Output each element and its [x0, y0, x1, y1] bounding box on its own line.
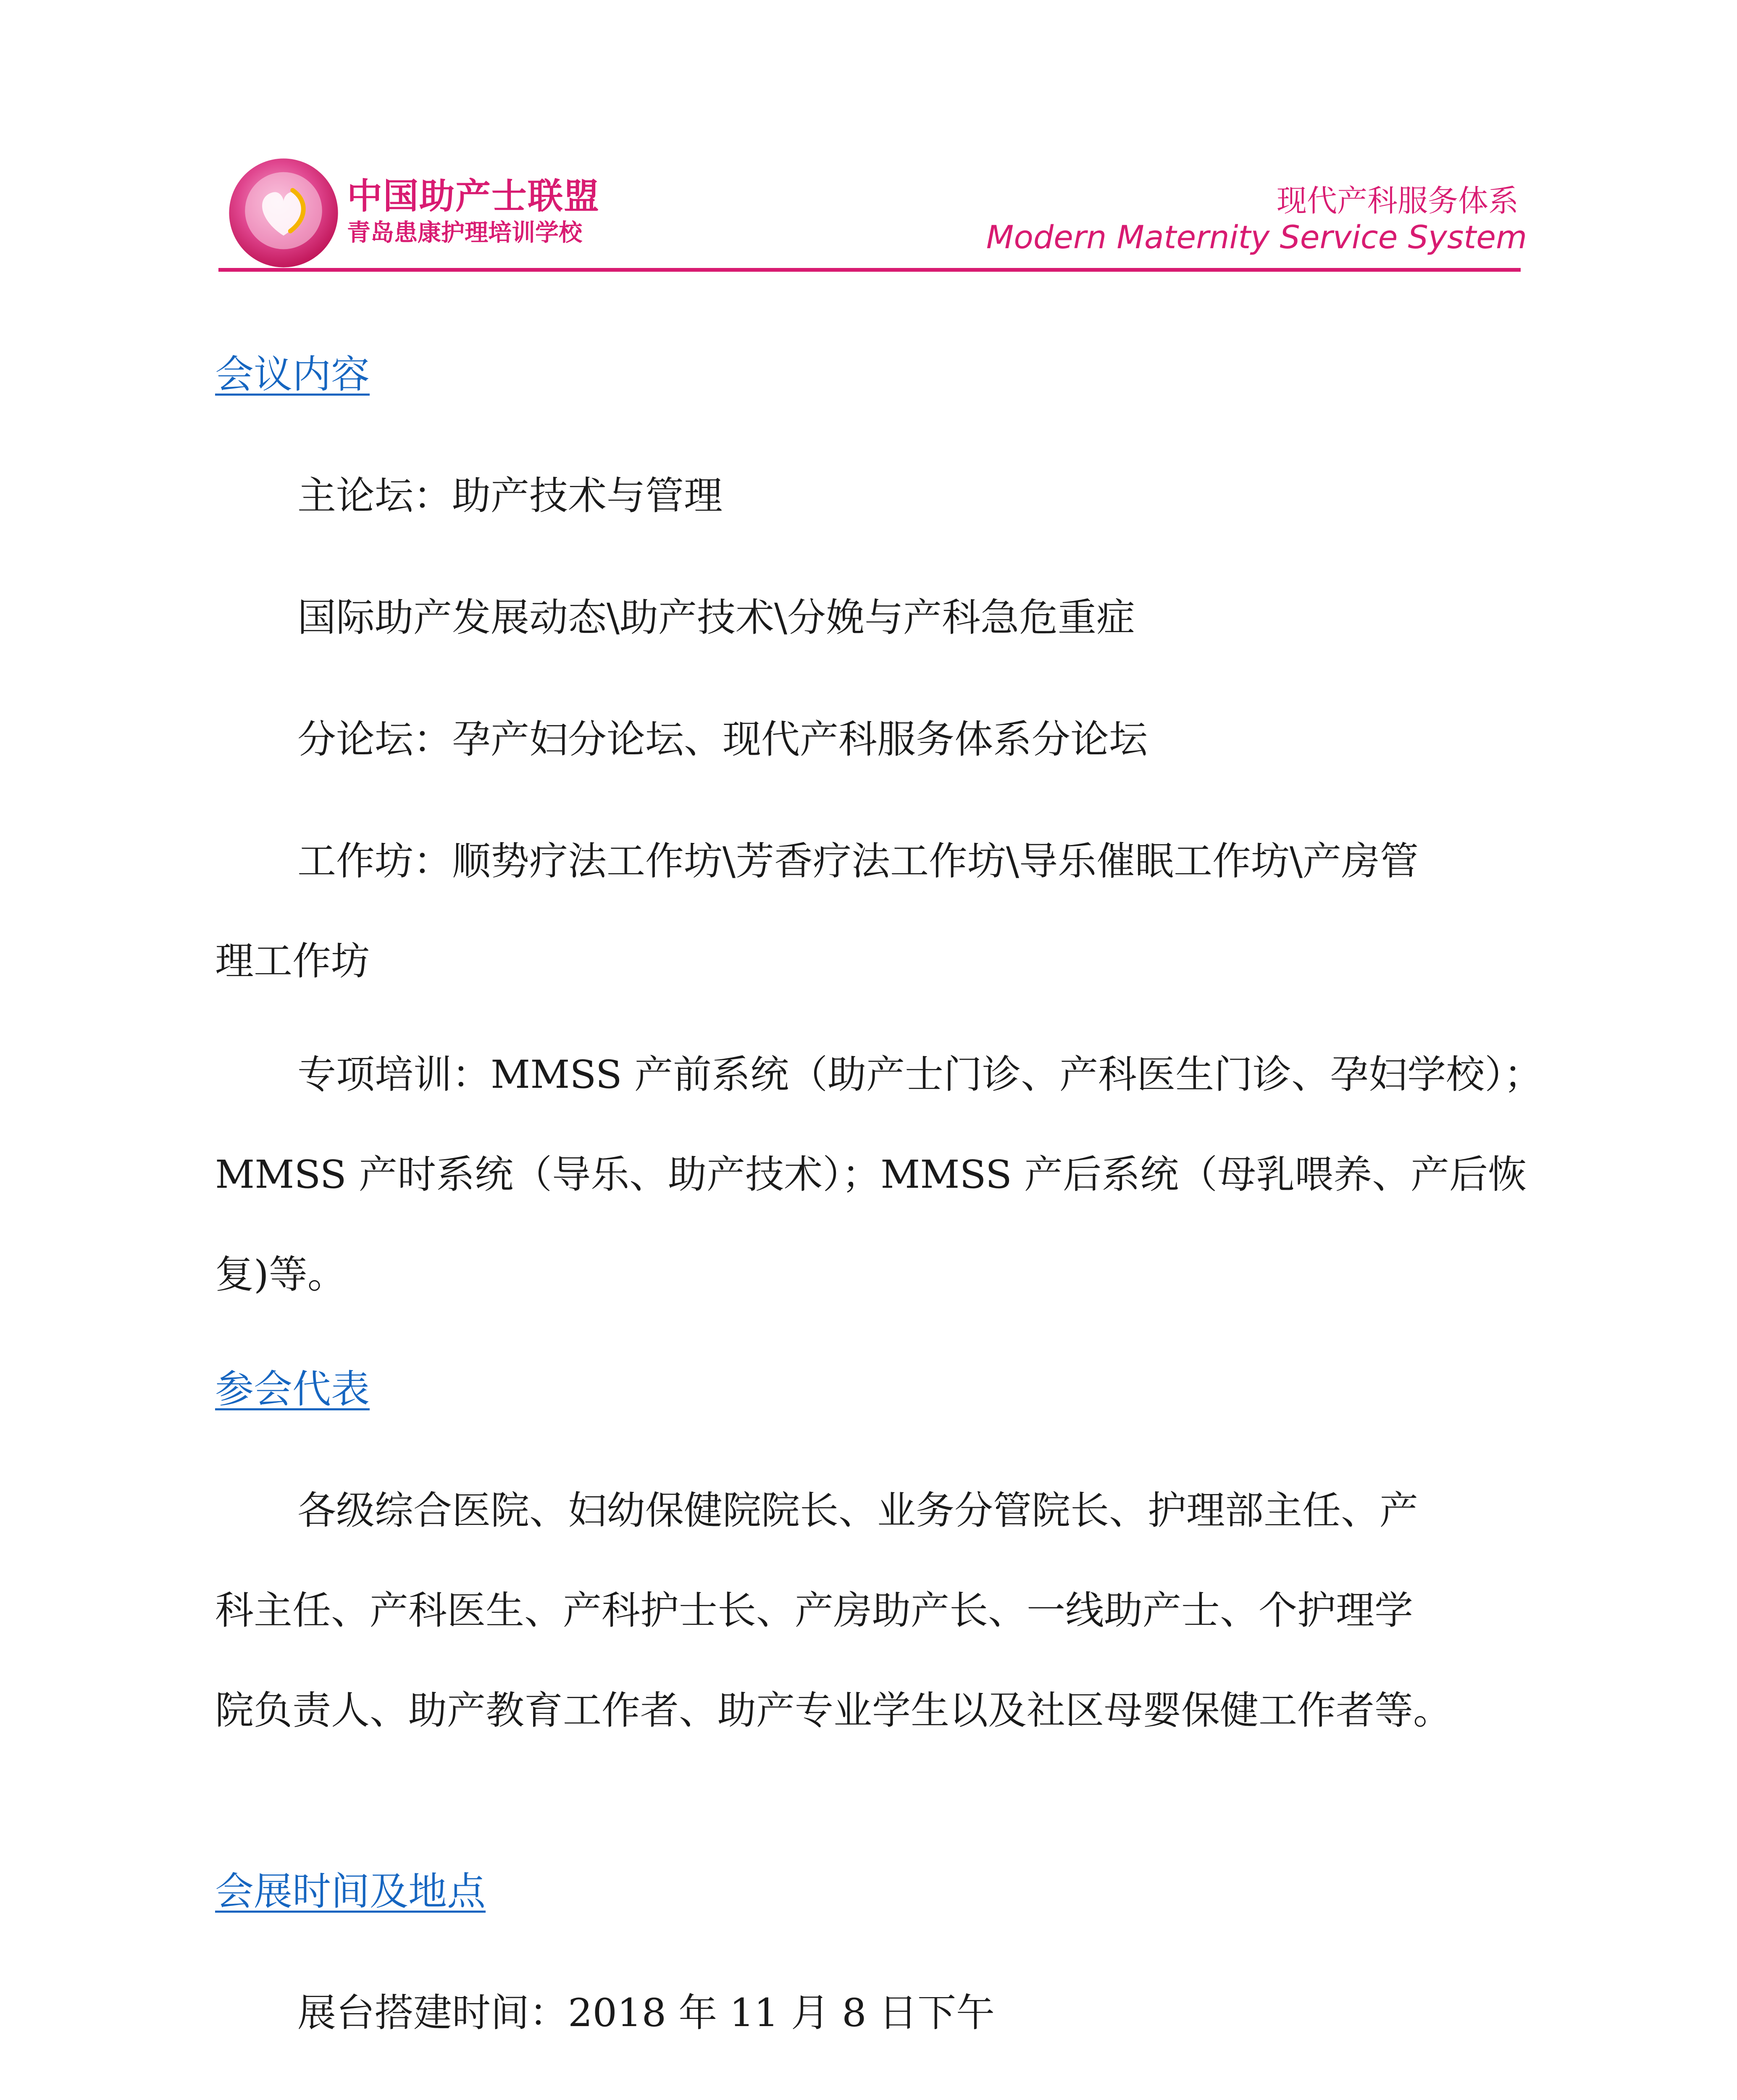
heading-attendees[interactable]: 参会代表 [215, 1367, 370, 1412]
org-title: 中国助产士联盟 [347, 176, 600, 217]
attendees-block [215, 1461, 1452, 1761]
sub-forum-text: 分论坛：孕产妇分论坛、现代产科服务体系分论坛 [297, 717, 1148, 762]
heading-meeting-content[interactable]: 会议内容 [215, 352, 370, 397]
org-subtitle: 青岛患康护理培训学校 [347, 219, 582, 247]
workshops-text-2: 理工作坊 [215, 939, 370, 984]
system-title-cn: 现代产科服务体系 [1276, 183, 1519, 218]
attendees-text-3: 院负责人、助产教育工作者、助产专业学生以及社区母婴保健工作者等。 [215, 1688, 1452, 1733]
attendees-text-2: 科主任、产科医生、产科护士长、产房助产长、一线助产士、个护理学 [215, 1588, 1414, 1633]
attendees-text-1: 各级综合医院、妇幼保健院院长、业务分管院长、护理部主任、产 [297, 1488, 1419, 1533]
heading-time-place[interactable]: 会展时间及地点 [215, 1869, 486, 1914]
header-divider [218, 268, 1521, 272]
training-text-1: 专项培训：MMSS 产前系统（助产士门诊、产科医生门诊、孕妇学校）； [297, 1052, 1543, 1097]
training-text-3: 复)等。 [215, 1252, 346, 1297]
time-place-block [215, 1963, 995, 2063]
main-forum-text: 主论坛：助产技术与管理 [297, 473, 723, 518]
training-block [215, 1025, 1543, 1325]
workshops-text-1: 工作坊：顺势疗法工作坊\芳香疗法工作坊\导乐催眠工作坊\产房管 [297, 839, 1419, 884]
topics-text: 国际助产发展动态\助产技术\分娩与产科急危重症 [297, 595, 1135, 640]
setup-time-text: 展台搭建时间：2018 年 11 月 8 日下午 [297, 1990, 995, 2035]
meeting-content-block [215, 446, 1419, 1011]
training-text-2: MMSS 产时系统（导乐、助产技术）；MMSS 产后系统（母乳喂养、产后恢 [215, 1152, 1527, 1197]
system-title-en: Modern Maternity Service System [986, 218, 1527, 256]
heart-logo-icon [227, 156, 340, 270]
